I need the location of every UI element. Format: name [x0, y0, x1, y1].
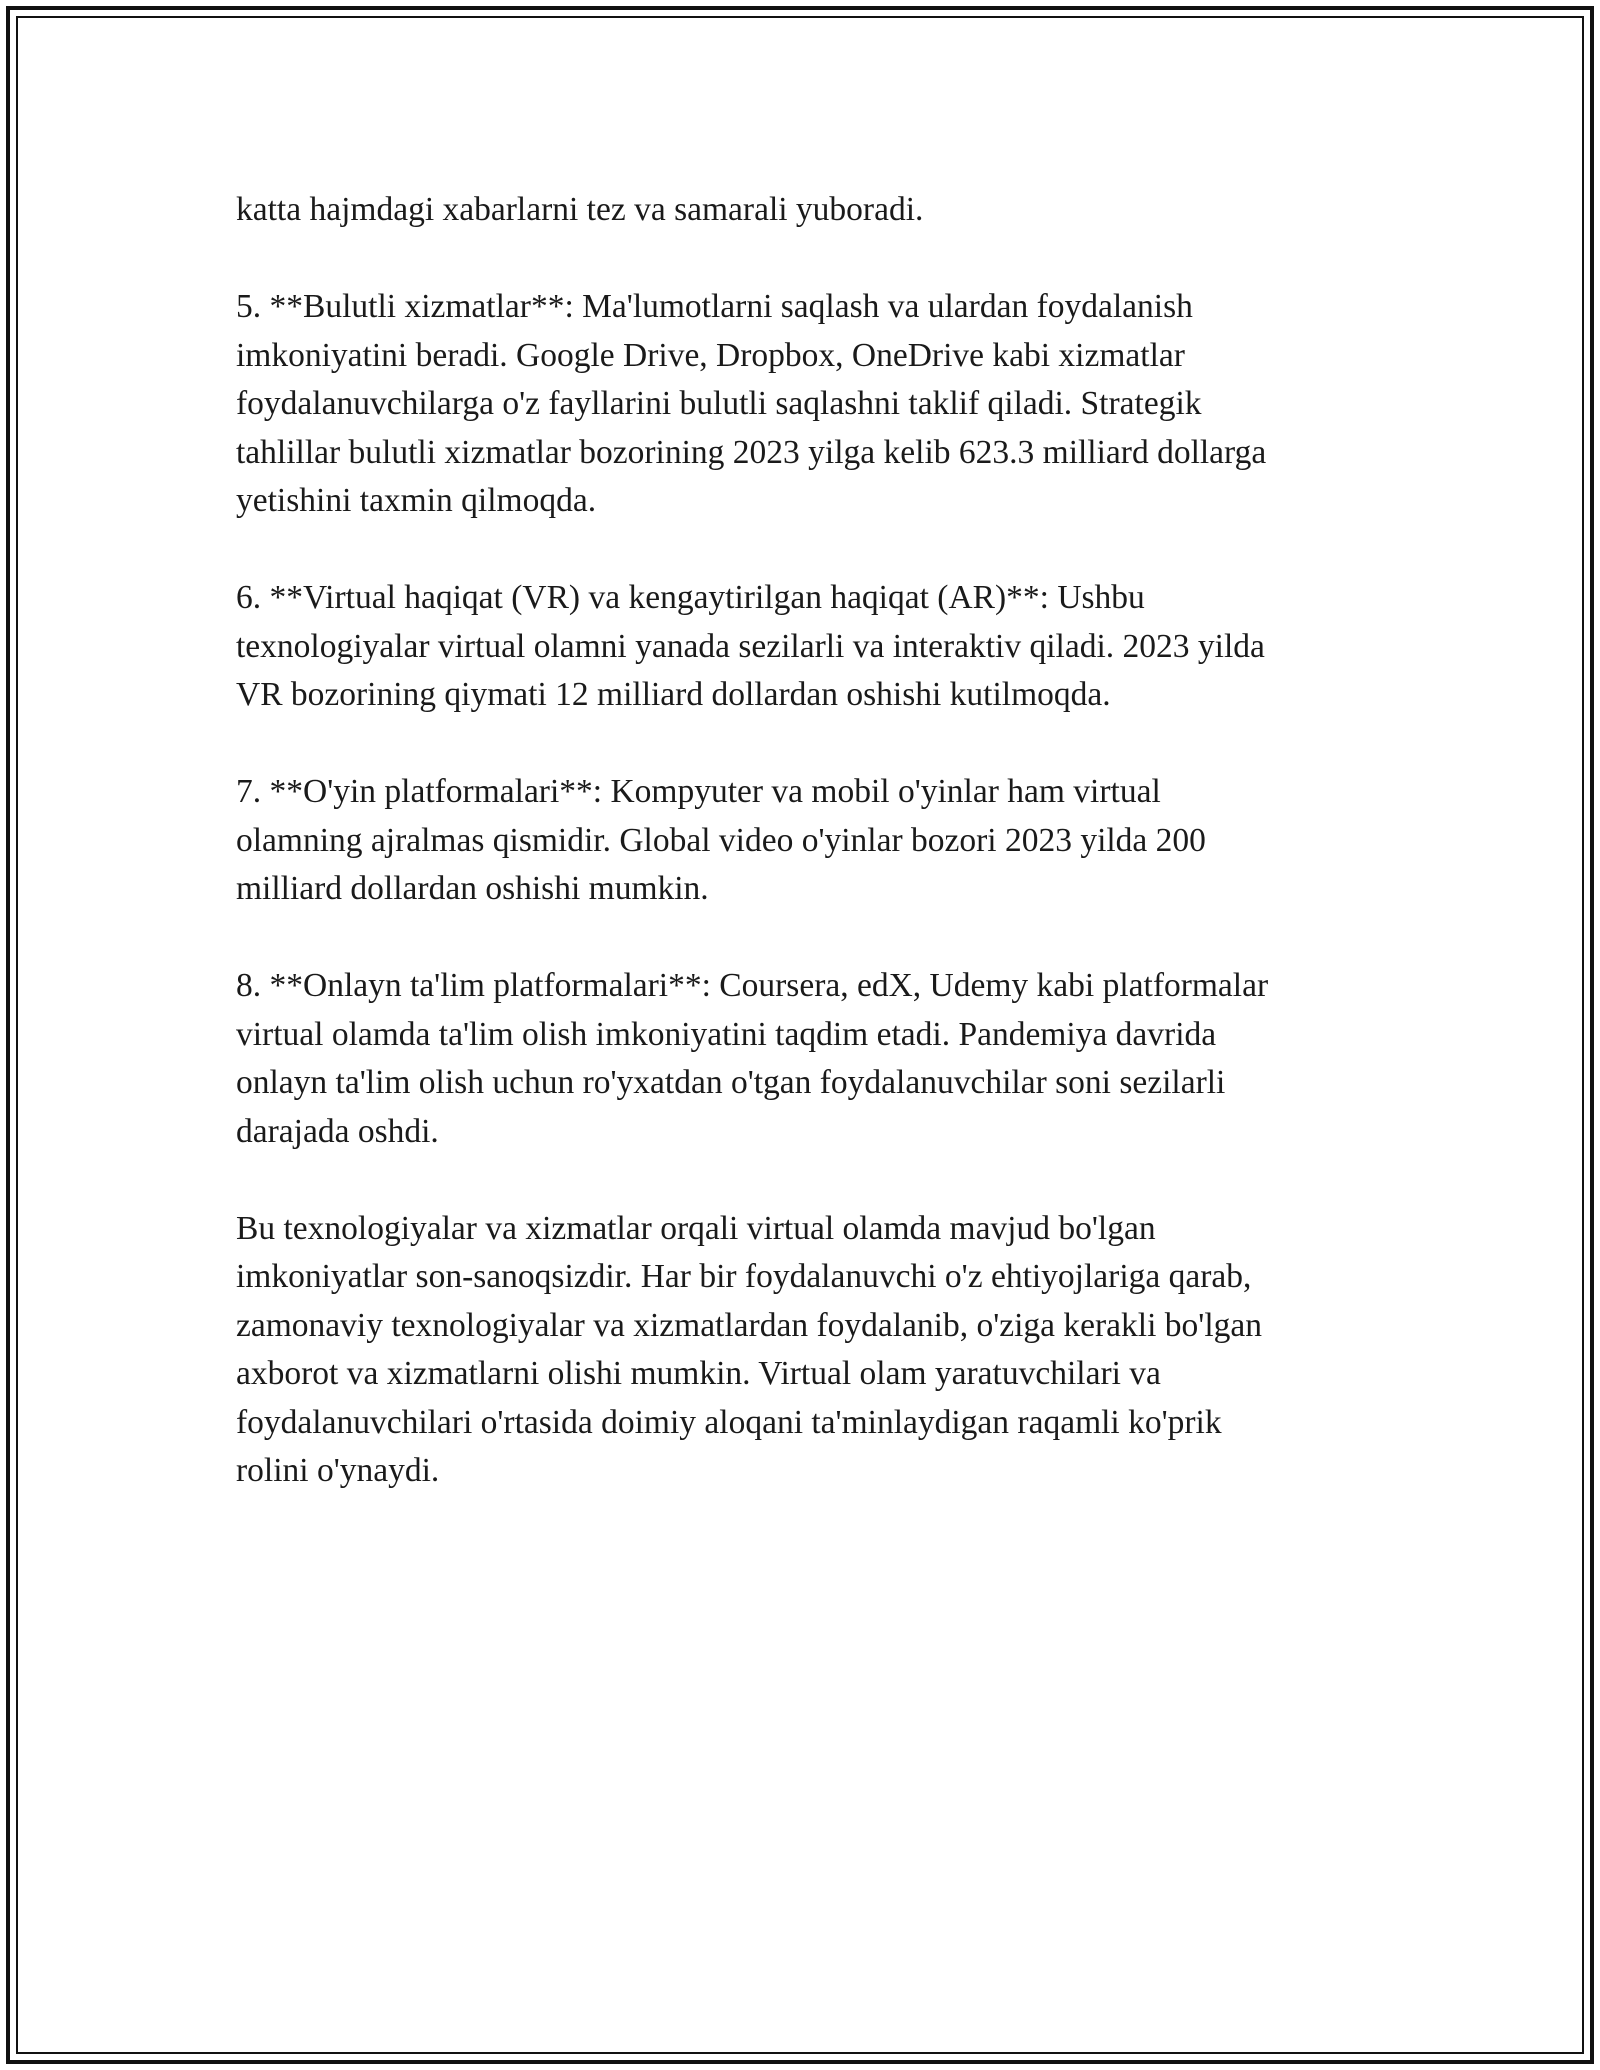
paragraph-vr-ar	[236, 574, 1396, 720]
text-line: VR bozorining qiymati 12 milliard dollardan oshishi kutilmoqda.	[236, 676, 1111, 713]
text-line: tahlillar bulutli xizmatlar bozorining 2023 yilga kelib 623.3 milliard dollarga	[236, 433, 1267, 471]
text-line: imkoniyatlar son-sanoqsizdir. Har bir foydalanuvchi o'z ehtiyojlariga qarab,	[236, 1258, 1252, 1295]
paragraph-conclusion	[236, 1205, 1396, 1496]
paragraph-continuation	[236, 186, 1396, 235]
text-line: yetishini taxmin qilmoqda.	[236, 482, 597, 519]
text-line: onlayn ta'lim olish uchun ro'yxatdan o'tgan foydalanuvchilar soni sezilarli	[236, 1064, 1226, 1101]
text-line: virtual olamda ta'lim olish imkoniyatini taqdim etadi. Pandemiya davrida	[236, 1015, 1217, 1053]
text-line: 8. **Onlayn ta'lim platformalari**: Coursera, edX, Udemy kabi platformalar	[236, 967, 1269, 1004]
text-line: olamning ajralmas qismidir. Global video o'yinlar bozori 2023 yilda 200	[236, 821, 1206, 859]
paragraph-gaming-platforms	[236, 768, 1396, 914]
text-line: zamonaviy texnologiyalar va xizmatlardan foydalanib, o'ziga kerakli bo'lgan	[236, 1306, 1263, 1344]
text-line: foydalanuvchilari o'rtasida doimiy aloqani ta'minlaydigan raqamli ko'prik	[236, 1403, 1222, 1441]
text-line: texnologiyalar virtual olamni yanada sezilarli va interaktiv qiladi. 2023 yilda	[236, 627, 1265, 665]
text-line: foydalanuvchilarga o'z fayllarini bulutli saqlashni taklif qiladi. Strategik	[236, 385, 1202, 422]
text-line: milliard dollardan oshishi mumkin.	[236, 870, 709, 907]
text-line: imkoniyatini beradi. Google Drive, Dropbox, OneDrive kabi xizmatlar	[236, 336, 1185, 374]
text-line: 5. **Bulutli xizmatlar**: Ma'lumotlarni saqlash va ulardan foydalanish	[236, 288, 1193, 325]
paragraph-cloud-services	[236, 283, 1396, 526]
text-line: Bu texnologiyalar va xizmatlar orqali virtual olamda mavjud bo'lgan	[236, 1209, 1156, 1247]
paragraph-online-education	[236, 962, 1396, 1156]
text-line: axborot va xizmatlarni olishi mumkin. Virtual olam yaratuvchilari va	[236, 1355, 1161, 1392]
text-line: darajada oshdi.	[236, 1112, 439, 1150]
text-line: 6. **Virtual haqiqat (VR) va kengaytirilgan haqiqat (AR)**: Ushbu	[236, 579, 1145, 616]
text-line: 7. **O'yin platformalari**: Kompyuter va mobil o'yinlar ham virtual	[236, 773, 1161, 810]
document-body	[236, 186, 1396, 1544]
text-line: katta hajmdagi xabarlarni tez va samarali yuboradi.	[236, 191, 924, 228]
text-line: rolini o'ynaydi.	[236, 1452, 440, 1489]
